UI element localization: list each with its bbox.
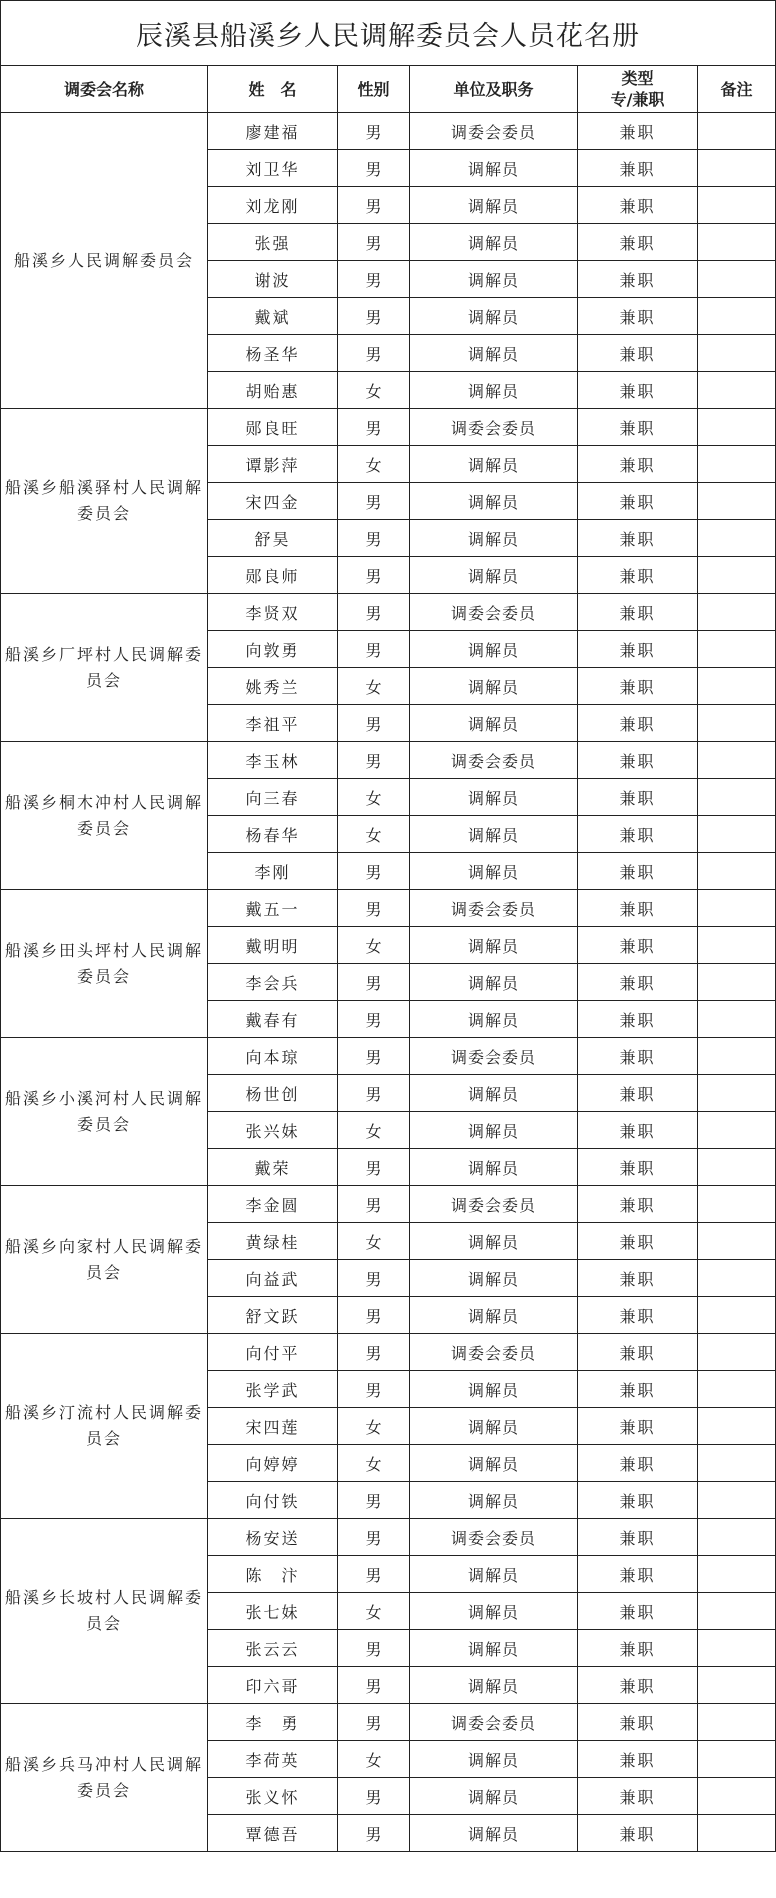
member-type-cell: 兼职 (578, 1778, 698, 1815)
member-gender-cell: 男 (338, 1556, 410, 1593)
member-name-cell: 张七妹 (208, 1593, 338, 1630)
member-remark-cell (698, 1112, 776, 1149)
member-remark-cell (698, 372, 776, 409)
member-remark-cell (698, 1519, 776, 1556)
member-position-cell: 调解员 (410, 1297, 578, 1334)
member-position-cell: 调解员 (410, 557, 578, 594)
member-type-cell: 兼职 (578, 1704, 698, 1741)
member-name-cell: 戴明明 (208, 927, 338, 964)
member-gender-cell: 男 (338, 594, 410, 631)
member-gender-cell: 女 (338, 816, 410, 853)
member-type-cell: 兼职 (578, 1186, 698, 1223)
member-position-cell: 调解员 (410, 1815, 578, 1852)
member-remark-cell (698, 187, 776, 224)
member-type-cell: 兼职 (578, 372, 698, 409)
table-row (1, 1519, 776, 1556)
committee-name-cell: 船溪乡汀流村人民调解委员会 (1, 1334, 208, 1519)
member-remark-cell (698, 1149, 776, 1186)
member-type-cell: 兼职 (578, 335, 698, 372)
member-position-cell: 调解员 (410, 964, 578, 1001)
member-position-cell: 调解员 (410, 1149, 578, 1186)
member-remark-cell (698, 557, 776, 594)
member-gender-cell: 男 (338, 150, 410, 187)
header-remark: 备注 (698, 66, 776, 113)
member-name-cell: 刘卫华 (208, 150, 338, 187)
member-remark-cell (698, 1704, 776, 1741)
member-position-cell: 调解员 (410, 1112, 578, 1149)
member-type-cell: 兼职 (578, 113, 698, 150)
member-remark-cell (698, 298, 776, 335)
member-remark-cell (698, 742, 776, 779)
member-position-cell: 调解员 (410, 1001, 578, 1038)
member-name-cell: 张学武 (208, 1371, 338, 1408)
member-name-cell: 宋四金 (208, 483, 338, 520)
member-type-cell: 兼职 (578, 964, 698, 1001)
member-remark-cell (698, 113, 776, 150)
member-position-cell: 调解员 (410, 483, 578, 520)
member-position-cell: 调委会委员 (410, 1519, 578, 1556)
member-position-cell: 调解员 (410, 520, 578, 557)
member-remark-cell (698, 1260, 776, 1297)
member-remark-cell (698, 1334, 776, 1371)
member-name-cell: 戴斌 (208, 298, 338, 335)
member-position-cell: 调解员 (410, 1223, 578, 1260)
member-position-cell: 调解员 (410, 668, 578, 705)
member-position-cell: 调解员 (410, 816, 578, 853)
member-type-cell: 兼职 (578, 1371, 698, 1408)
member-remark-cell (698, 1371, 776, 1408)
member-type-cell: 兼职 (578, 1297, 698, 1334)
member-name-cell: 刘龙刚 (208, 187, 338, 224)
member-gender-cell: 男 (338, 1038, 410, 1075)
member-remark-cell (698, 150, 776, 187)
member-remark-cell (698, 409, 776, 446)
member-gender-cell: 男 (338, 335, 410, 372)
committee-name-cell: 船溪乡向家村人民调解委员会 (1, 1186, 208, 1334)
member-gender-cell: 男 (338, 261, 410, 298)
member-type-cell: 兼职 (578, 1001, 698, 1038)
member-position-cell: 调解员 (410, 150, 578, 187)
member-gender-cell: 女 (338, 668, 410, 705)
member-name-cell: 谭影萍 (208, 446, 338, 483)
member-remark-cell (698, 668, 776, 705)
member-gender-cell: 男 (338, 520, 410, 557)
member-name-cell: 陈 汴 (208, 1556, 338, 1593)
member-position-cell: 调解员 (410, 1408, 578, 1445)
member-type-cell: 兼职 (578, 1630, 698, 1667)
table-row (1, 890, 776, 927)
member-name-cell: 覃德吾 (208, 1815, 338, 1852)
member-remark-cell (698, 964, 776, 1001)
member-name-cell: 李金圆 (208, 1186, 338, 1223)
committee-name-cell: 船溪乡兵马冲村人民调解委员会 (1, 1704, 208, 1852)
member-name-cell: 杨世创 (208, 1075, 338, 1112)
member-remark-cell (698, 446, 776, 483)
table-row (1, 1038, 776, 1075)
page-title: 辰溪县船溪乡人民调解委员会人员花名册 (1, 1, 776, 66)
member-gender-cell: 男 (338, 557, 410, 594)
committee-name-cell: 船溪乡桐木冲村人民调解委员会 (1, 742, 208, 890)
member-name-cell: 向婷婷 (208, 1445, 338, 1482)
member-position-cell: 调解员 (410, 446, 578, 483)
member-name-cell: 李会兵 (208, 964, 338, 1001)
member-remark-cell (698, 853, 776, 890)
member-gender-cell: 男 (338, 113, 410, 150)
member-gender-cell: 男 (338, 1704, 410, 1741)
member-gender-cell: 女 (338, 1223, 410, 1260)
member-position-cell: 调解员 (410, 335, 578, 372)
member-type-cell: 兼职 (578, 557, 698, 594)
committee-name-cell: 船溪乡人民调解委员会 (1, 113, 208, 409)
member-gender-cell: 男 (338, 187, 410, 224)
member-gender-cell: 男 (338, 631, 410, 668)
member-name-cell: 李荷英 (208, 1741, 338, 1778)
member-type-cell: 兼职 (578, 594, 698, 631)
member-remark-cell (698, 1186, 776, 1223)
member-type-cell: 兼职 (578, 1667, 698, 1704)
member-type-cell: 兼职 (578, 1593, 698, 1630)
member-remark-cell (698, 631, 776, 668)
member-gender-cell: 男 (338, 853, 410, 890)
member-position-cell: 调解员 (410, 187, 578, 224)
member-remark-cell (698, 594, 776, 631)
member-position-cell: 调委会委员 (410, 1038, 578, 1075)
member-name-cell: 舒文跃 (208, 1297, 338, 1334)
member-gender-cell: 男 (338, 298, 410, 335)
member-position-cell: 调解员 (410, 1260, 578, 1297)
member-remark-cell (698, 520, 776, 557)
committee-name-cell: 船溪乡长坡村人民调解委员会 (1, 1519, 208, 1704)
member-name-cell: 姚秀兰 (208, 668, 338, 705)
committee-name-cell: 船溪乡小溪河村人民调解委员会 (1, 1038, 208, 1186)
member-gender-cell: 男 (338, 964, 410, 1001)
member-type-cell: 兼职 (578, 150, 698, 187)
member-gender-cell: 女 (338, 372, 410, 409)
member-name-cell: 张义怀 (208, 1778, 338, 1815)
member-gender-cell: 男 (338, 890, 410, 927)
member-gender-cell: 男 (338, 483, 410, 520)
member-name-cell: 杨春华 (208, 816, 338, 853)
member-type-cell: 兼职 (578, 1741, 698, 1778)
member-name-cell: 李 勇 (208, 1704, 338, 1741)
table-row (1, 1186, 776, 1223)
member-name-cell: 戴春有 (208, 1001, 338, 1038)
member-gender-cell: 男 (338, 1260, 410, 1297)
roster-body (1, 113, 776, 1852)
member-type-cell: 兼职 (578, 520, 698, 557)
member-remark-cell (698, 261, 776, 298)
member-gender-cell: 男 (338, 1371, 410, 1408)
member-remark-cell (698, 1741, 776, 1778)
member-type-cell: 兼职 (578, 1075, 698, 1112)
member-gender-cell: 女 (338, 779, 410, 816)
member-position-cell: 调解员 (410, 1741, 578, 1778)
member-name-cell: 宋四莲 (208, 1408, 338, 1445)
member-position-cell: 调委会委员 (410, 1704, 578, 1741)
member-type-cell: 兼职 (578, 409, 698, 446)
member-gender-cell: 男 (338, 742, 410, 779)
member-remark-cell (698, 927, 776, 964)
table-row (1, 409, 776, 446)
member-position-cell: 调解员 (410, 1593, 578, 1630)
table-row (1, 1334, 776, 1371)
member-gender-cell: 男 (338, 1630, 410, 1667)
member-remark-cell (698, 1482, 776, 1519)
member-remark-cell (698, 1593, 776, 1630)
member-gender-cell: 男 (338, 1075, 410, 1112)
header-name: 姓 名 (208, 66, 338, 113)
member-gender-cell: 女 (338, 1445, 410, 1482)
member-remark-cell (698, 335, 776, 372)
member-position-cell: 调委会委员 (410, 409, 578, 446)
member-gender-cell: 男 (338, 1815, 410, 1852)
member-name-cell: 张强 (208, 224, 338, 261)
member-remark-cell (698, 224, 776, 261)
member-type-cell: 兼职 (578, 890, 698, 927)
member-name-cell: 郧良师 (208, 557, 338, 594)
member-name-cell: 戴五一 (208, 890, 338, 927)
member-type-cell: 兼职 (578, 1556, 698, 1593)
committee-name-cell: 船溪乡厂坪村人民调解委员会 (1, 594, 208, 742)
member-remark-cell (698, 1038, 776, 1075)
member-position-cell: 调委会委员 (410, 1186, 578, 1223)
member-type-cell: 兼职 (578, 1149, 698, 1186)
header-gender: 性别 (338, 66, 410, 113)
member-name-cell: 向益武 (208, 1260, 338, 1297)
member-remark-cell (698, 1556, 776, 1593)
member-name-cell: 廖建福 (208, 113, 338, 150)
header-position: 单位及职务 (410, 66, 578, 113)
member-type-cell: 兼职 (578, 1260, 698, 1297)
member-position-cell: 调解员 (410, 1556, 578, 1593)
member-gender-cell: 男 (338, 1186, 410, 1223)
member-name-cell: 向付铁 (208, 1482, 338, 1519)
member-name-cell: 杨安送 (208, 1519, 338, 1556)
member-name-cell: 郧良旺 (208, 409, 338, 446)
member-gender-cell: 男 (338, 409, 410, 446)
member-remark-cell (698, 890, 776, 927)
member-position-cell: 调解员 (410, 631, 578, 668)
member-position-cell: 调解员 (410, 1778, 578, 1815)
member-position-cell: 调委会委员 (410, 890, 578, 927)
member-remark-cell (698, 483, 776, 520)
member-position-cell: 调解员 (410, 261, 578, 298)
member-type-cell: 兼职 (578, 631, 698, 668)
member-type-cell: 兼职 (578, 224, 698, 261)
table-row (1, 1704, 776, 1741)
committee-name-cell: 船溪乡田头坪村人民调解委员会 (1, 890, 208, 1038)
member-name-cell: 胡贻惠 (208, 372, 338, 409)
member-type-cell: 兼职 (578, 298, 698, 335)
member-type-cell: 兼职 (578, 1112, 698, 1149)
member-position-cell: 调解员 (410, 224, 578, 261)
member-remark-cell (698, 816, 776, 853)
member-position-cell: 调解员 (410, 1445, 578, 1482)
member-remark-cell (698, 1297, 776, 1334)
member-remark-cell (698, 1075, 776, 1112)
member-name-cell: 李刚 (208, 853, 338, 890)
member-gender-cell: 男 (338, 1667, 410, 1704)
member-position-cell: 调解员 (410, 853, 578, 890)
member-name-cell: 谢波 (208, 261, 338, 298)
member-gender-cell: 男 (338, 1149, 410, 1186)
member-type-cell: 兼职 (578, 927, 698, 964)
member-type-cell: 兼职 (578, 742, 698, 779)
member-remark-cell (698, 779, 776, 816)
member-position-cell: 调委会委员 (410, 742, 578, 779)
member-gender-cell: 女 (338, 1112, 410, 1149)
member-remark-cell (698, 705, 776, 742)
member-position-cell: 调解员 (410, 1482, 578, 1519)
member-type-cell: 兼职 (578, 1815, 698, 1852)
member-type-cell: 兼职 (578, 1482, 698, 1519)
member-gender-cell: 男 (338, 1519, 410, 1556)
member-name-cell: 戴荣 (208, 1149, 338, 1186)
member-gender-cell: 男 (338, 1297, 410, 1334)
member-gender-cell: 男 (338, 1001, 410, 1038)
member-type-cell: 兼职 (578, 1408, 698, 1445)
member-remark-cell (698, 1001, 776, 1038)
member-type-cell: 兼职 (578, 1334, 698, 1371)
member-gender-cell: 男 (338, 1778, 410, 1815)
member-position-cell: 调解员 (410, 779, 578, 816)
committee-name-cell: 船溪乡船溪驿村人民调解委员会 (1, 409, 208, 594)
member-name-cell: 张兴妹 (208, 1112, 338, 1149)
member-gender-cell: 男 (338, 1334, 410, 1371)
table-row (1, 113, 776, 150)
member-name-cell: 向敦勇 (208, 631, 338, 668)
member-type-cell: 兼职 (578, 1519, 698, 1556)
member-gender-cell: 女 (338, 1741, 410, 1778)
member-remark-cell (698, 1223, 776, 1260)
member-position-cell: 调解员 (410, 1630, 578, 1667)
member-type-cell: 兼职 (578, 779, 698, 816)
member-position-cell: 调委会委员 (410, 113, 578, 150)
member-type-cell: 兼职 (578, 1445, 698, 1482)
member-gender-cell: 女 (338, 1408, 410, 1445)
table-row (1, 594, 776, 631)
header-committee: 调委会名称 (1, 66, 208, 113)
member-type-cell: 兼职 (578, 1038, 698, 1075)
table-row (1, 742, 776, 779)
member-name-cell: 印六哥 (208, 1667, 338, 1704)
member-gender-cell: 女 (338, 927, 410, 964)
header-type: 类型 专/兼职 (578, 66, 698, 113)
member-name-cell: 黄绿桂 (208, 1223, 338, 1260)
member-remark-cell (698, 1445, 776, 1482)
member-position-cell: 调解员 (410, 1075, 578, 1112)
member-name-cell: 向本琼 (208, 1038, 338, 1075)
member-name-cell: 向付平 (208, 1334, 338, 1371)
member-remark-cell (698, 1630, 776, 1667)
member-type-cell: 兼职 (578, 446, 698, 483)
member-type-cell: 兼职 (578, 705, 698, 742)
member-remark-cell (698, 1778, 776, 1815)
member-position-cell: 调解员 (410, 1371, 578, 1408)
member-gender-cell: 男 (338, 1482, 410, 1519)
member-type-cell: 兼职 (578, 668, 698, 705)
member-type-cell: 兼职 (578, 187, 698, 224)
member-position-cell: 调委会委员 (410, 594, 578, 631)
member-position-cell: 调解员 (410, 705, 578, 742)
member-position-cell: 调解员 (410, 372, 578, 409)
member-type-cell: 兼职 (578, 483, 698, 520)
member-position-cell: 调解员 (410, 927, 578, 964)
member-gender-cell: 男 (338, 705, 410, 742)
member-name-cell: 向三春 (208, 779, 338, 816)
member-type-cell: 兼职 (578, 261, 698, 298)
member-gender-cell: 女 (338, 446, 410, 483)
member-name-cell: 张云云 (208, 1630, 338, 1667)
member-position-cell: 调委会委员 (410, 1334, 578, 1371)
member-remark-cell (698, 1667, 776, 1704)
member-name-cell: 舒昊 (208, 520, 338, 557)
member-remark-cell (698, 1408, 776, 1445)
member-type-cell: 兼职 (578, 1223, 698, 1260)
member-gender-cell: 男 (338, 224, 410, 261)
member-type-cell: 兼职 (578, 816, 698, 853)
member-name-cell: 李贤双 (208, 594, 338, 631)
member-position-cell: 调解员 (410, 298, 578, 335)
member-remark-cell (698, 1815, 776, 1852)
member-name-cell: 李玉林 (208, 742, 338, 779)
member-name-cell: 李祖平 (208, 705, 338, 742)
member-position-cell: 调解员 (410, 1667, 578, 1704)
member-name-cell: 杨圣华 (208, 335, 338, 372)
member-type-cell: 兼职 (578, 853, 698, 890)
member-gender-cell: 女 (338, 1593, 410, 1630)
